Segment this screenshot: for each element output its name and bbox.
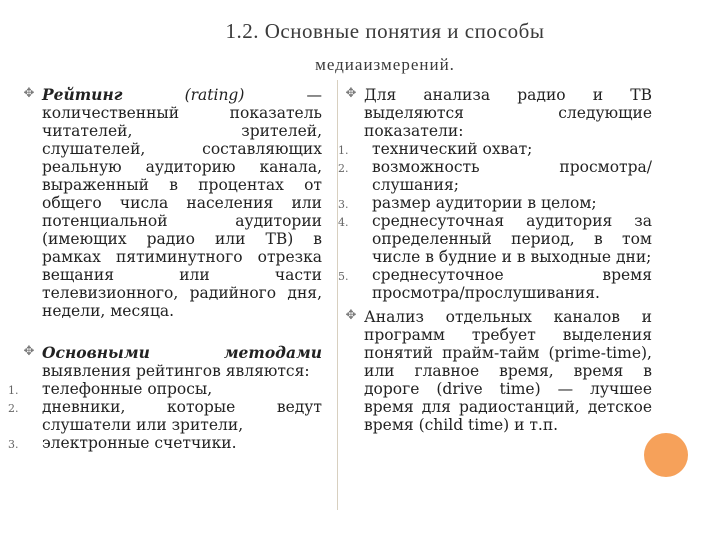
title-line-1: 1.2. Основные понятия и способы [225, 19, 545, 43]
rating-paragraph [42, 86, 322, 320]
list-item: 2. дневники, которые ведут слушатели или зрители, [8, 398, 322, 434]
list-item: 1. телефонные опросы, [8, 380, 213, 398]
list-item: 3. размер аудитории в целом; [338, 194, 597, 212]
list-item: 2. возможность просмотра/слушания; [338, 158, 652, 194]
indicators-block [344, 86, 652, 140]
bullet-icon: ✥ [23, 344, 35, 359]
list-item: 3. электронные счетчики. [8, 434, 237, 452]
list-item: 1. технический охват; [338, 140, 533, 158]
methods-list [8, 380, 322, 452]
title-line-2: медиаизмерений. [315, 55, 455, 74]
rating-term: Рейтинг [42, 85, 123, 104]
rating-text: — количественный показатель читателей, зрителей, слушателей, составляющих реальную аудиторию канала, выраженный в процентах от общего числа населения или потенциальной аудитории (имеющих радио или ТВ) в рамках пятиминутного отрезка вещания или части телевизионного, радийного дня, недели, месяца. [42, 86, 322, 320]
channels-paragraph: Анализ отдельных каналов и программ требует выделения понятий прайм-тайм (prime-time), или главное время, время в дороге (drive time) — лучшее время для радиостанций, детское время (child time) и т.п. [364, 308, 652, 434]
methods-block [22, 344, 322, 380]
right-column [338, 86, 652, 458]
bullet-icon: ✥ [23, 86, 35, 101]
left-column [8, 85, 322, 452]
channels-block [344, 308, 652, 434]
list-item: 5. среднесуточное время просмотра/прослушивания. [338, 266, 652, 302]
bullet-icon: ✥ [345, 308, 357, 323]
methods-paragraph [42, 344, 322, 380]
bullet-icon: ✥ [345, 86, 357, 101]
indicators-paragraph: Для анализа радио и ТВ выделяются следующие показатели: [364, 86, 652, 140]
page-title [95, 14, 675, 82]
methods-text: выявления рейтингов являются: [42, 362, 310, 380]
list-item: 4. среднесуточная аудитория за определенный период, в том числе в будние и в выходные дни; [338, 212, 652, 266]
rating-term-en: (rating) [184, 86, 245, 104]
accent-circle [644, 433, 688, 477]
methods-lead: Основными методами [42, 343, 322, 362]
rating-definition [22, 86, 322, 320]
indicators-list [338, 140, 652, 302]
